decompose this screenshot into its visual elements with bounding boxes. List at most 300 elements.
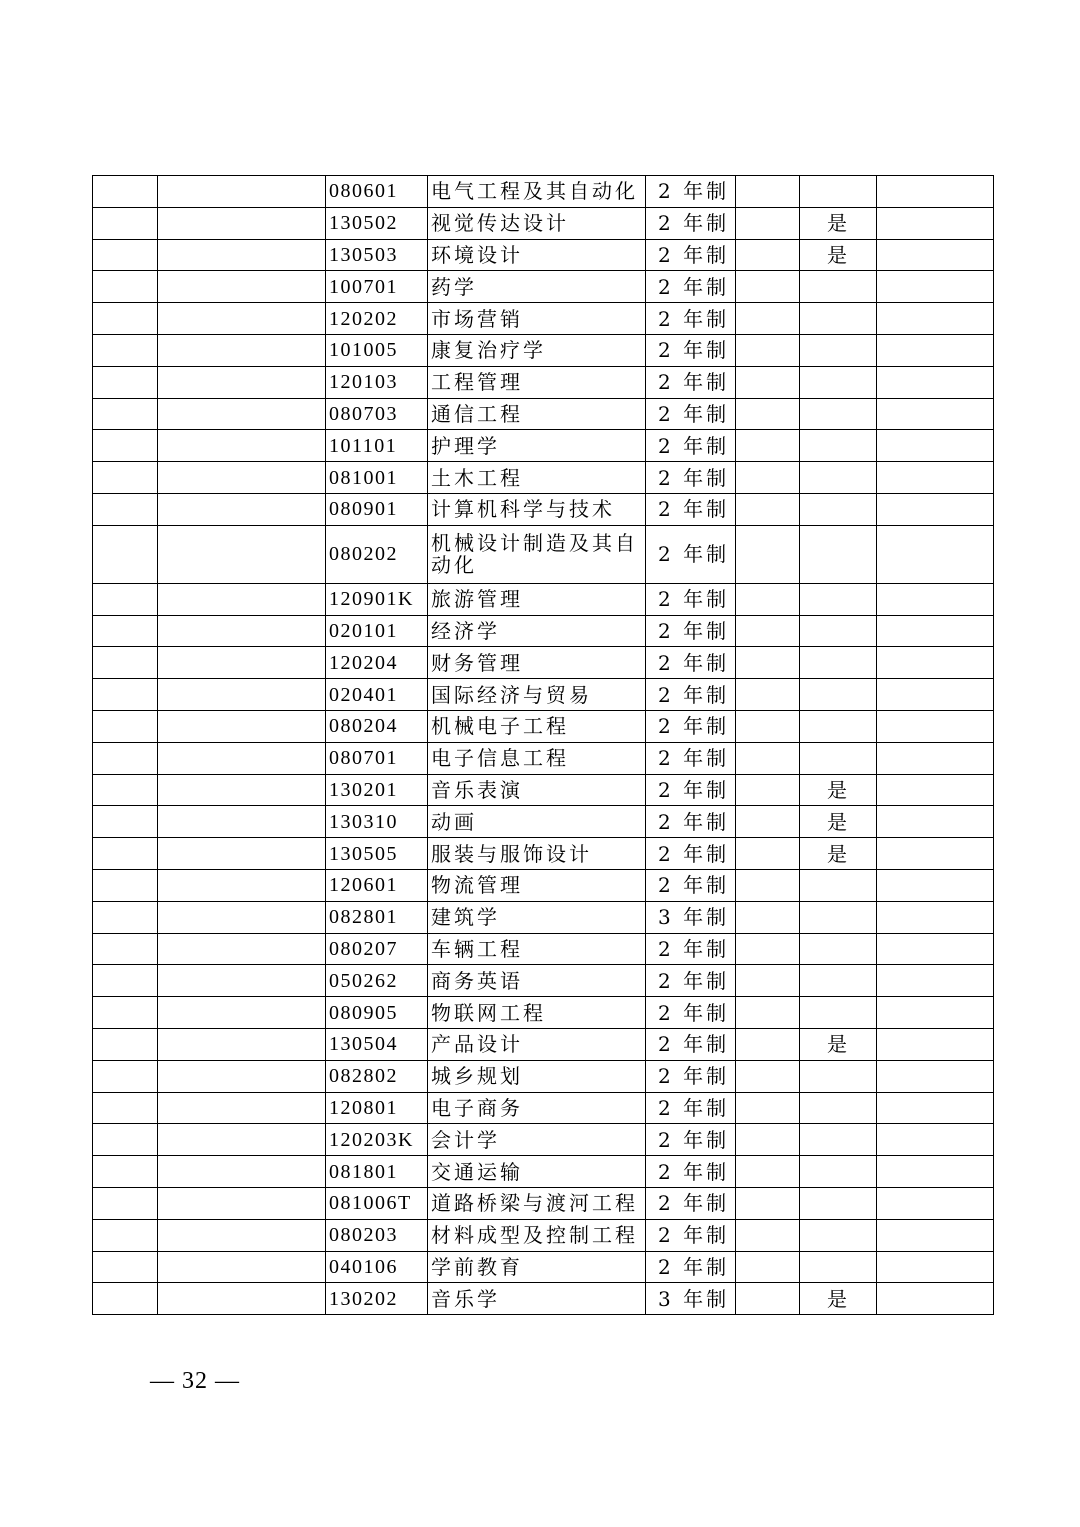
duration-cell: 2 年制 [646, 334, 736, 366]
table-row [93, 1219, 994, 1251]
empty-cell [877, 334, 994, 366]
empty-cell [93, 710, 158, 742]
major-code-cell: 081001 [326, 462, 428, 494]
empty-cell [736, 271, 800, 303]
empty-cell [877, 710, 994, 742]
duration-cell: 2 年制 [646, 207, 736, 239]
empty-cell [93, 742, 158, 774]
table-row [93, 1187, 994, 1219]
empty-cell [158, 1219, 326, 1251]
flag-cell [800, 710, 877, 742]
major-name-cell: 商务英语 [428, 965, 646, 997]
empty-cell [158, 493, 326, 525]
empty-cell [93, 1283, 158, 1315]
flag-cell: 是 [800, 806, 877, 838]
empty-cell [736, 462, 800, 494]
major-name-cell: 经济学 [428, 615, 646, 647]
major-code-cell: 080207 [326, 933, 428, 965]
empty-cell [736, 901, 800, 933]
major-code-cell: 120202 [326, 303, 428, 335]
duration-cell: 2 年制 [646, 806, 736, 838]
empty-cell [736, 1092, 800, 1124]
empty-cell [158, 271, 326, 303]
flag-cell [800, 1187, 877, 1219]
table-row [93, 838, 994, 870]
empty-cell [877, 1156, 994, 1188]
major-name-cell: 材料成型及控制工程 [428, 1219, 646, 1251]
empty-cell [158, 239, 326, 271]
empty-cell [736, 1187, 800, 1219]
major-name-cell: 服装与服饰设计 [428, 838, 646, 870]
empty-cell [877, 525, 994, 583]
empty-cell [158, 774, 326, 806]
empty-cell [736, 1124, 800, 1156]
empty-cell [93, 1156, 158, 1188]
major-name-cell: 道路桥梁与渡河工程 [428, 1187, 646, 1219]
flag-cell [800, 901, 877, 933]
empty-cell [158, 901, 326, 933]
major-name-cell: 财务管理 [428, 647, 646, 679]
empty-cell [158, 869, 326, 901]
table-row [93, 1156, 994, 1188]
table-row [93, 430, 994, 462]
empty-cell [736, 774, 800, 806]
empty-cell [736, 583, 800, 615]
table-row [93, 239, 994, 271]
major-code-cell: 120203K [326, 1124, 428, 1156]
empty-cell [93, 176, 158, 208]
major-code-cell: 080203 [326, 1219, 428, 1251]
empty-cell [158, 679, 326, 711]
table-row [93, 615, 994, 647]
major-code-cell: 120601 [326, 869, 428, 901]
table-row [93, 679, 994, 711]
duration-cell: 2 年制 [646, 1187, 736, 1219]
table-row [93, 1060, 994, 1092]
flag-cell [800, 933, 877, 965]
page-number: — 32 — [150, 1368, 240, 1394]
major-code-cell: 050262 [326, 965, 428, 997]
empty-cell [736, 1156, 800, 1188]
empty-cell [877, 806, 994, 838]
major-code-cell: 081801 [326, 1156, 428, 1188]
major-code-cell: 130504 [326, 1028, 428, 1060]
table-row [93, 1251, 994, 1283]
major-code-cell: 130502 [326, 207, 428, 239]
empty-cell [736, 493, 800, 525]
flag-cell [800, 869, 877, 901]
empty-cell [736, 647, 800, 679]
duration-cell: 2 年制 [646, 965, 736, 997]
duration-cell: 2 年制 [646, 303, 736, 335]
empty-cell [877, 207, 994, 239]
major-name-cell: 市场营销 [428, 303, 646, 335]
empty-cell [93, 398, 158, 430]
empty-cell [158, 303, 326, 335]
table-body [93, 176, 994, 1315]
empty-cell [93, 1251, 158, 1283]
empty-cell [736, 965, 800, 997]
major-name-cell: 环境设计 [428, 239, 646, 271]
flag-cell [800, 997, 877, 1029]
duration-cell: 2 年制 [646, 710, 736, 742]
flag-cell [800, 679, 877, 711]
empty-cell [93, 869, 158, 901]
empty-cell [158, 1283, 326, 1315]
empty-cell [877, 176, 994, 208]
empty-cell [93, 493, 158, 525]
major-code-cell: 120801 [326, 1092, 428, 1124]
flag-cell [800, 398, 877, 430]
duration-cell: 2 年制 [646, 647, 736, 679]
empty-cell [93, 239, 158, 271]
empty-cell [736, 742, 800, 774]
duration-cell: 2 年制 [646, 1060, 736, 1092]
major-name-cell: 会计学 [428, 1124, 646, 1156]
flag-cell [800, 965, 877, 997]
major-name-cell: 工程管理 [428, 366, 646, 398]
empty-cell [158, 933, 326, 965]
empty-cell [877, 1251, 994, 1283]
flag-cell: 是 [800, 1028, 877, 1060]
table-row [93, 1028, 994, 1060]
table-row [93, 869, 994, 901]
empty-cell [877, 647, 994, 679]
flag-cell: 是 [800, 838, 877, 870]
duration-cell: 2 年制 [646, 1028, 736, 1060]
empty-cell [736, 176, 800, 208]
table-row [93, 1124, 994, 1156]
major-code-cell: 130202 [326, 1283, 428, 1315]
empty-cell [877, 1060, 994, 1092]
empty-cell [877, 901, 994, 933]
empty-cell [736, 239, 800, 271]
major-name-cell: 机械电子工程 [428, 710, 646, 742]
empty-cell [736, 334, 800, 366]
empty-cell [877, 1028, 994, 1060]
empty-cell [93, 583, 158, 615]
empty-cell [736, 430, 800, 462]
duration-cell: 2 年制 [646, 366, 736, 398]
major-code-cell: 080204 [326, 710, 428, 742]
major-name-cell: 车辆工程 [428, 933, 646, 965]
major-name-cell: 音乐表演 [428, 774, 646, 806]
table-row [93, 1092, 994, 1124]
duration-cell: 2 年制 [646, 997, 736, 1029]
empty-cell [877, 462, 994, 494]
major-code-cell: 082802 [326, 1060, 428, 1092]
flag-cell [800, 493, 877, 525]
major-code-cell: 130505 [326, 838, 428, 870]
duration-cell: 2 年制 [646, 1092, 736, 1124]
empty-cell [93, 366, 158, 398]
empty-cell [158, 742, 326, 774]
duration-cell: 2 年制 [646, 1251, 736, 1283]
empty-cell [93, 901, 158, 933]
empty-cell [158, 997, 326, 1029]
table-row [93, 965, 994, 997]
empty-cell [736, 615, 800, 647]
duration-cell: 3 年制 [646, 901, 736, 933]
duration-cell: 2 年制 [646, 271, 736, 303]
flag-cell [800, 303, 877, 335]
duration-cell: 2 年制 [646, 430, 736, 462]
empty-cell [736, 1283, 800, 1315]
empty-cell [877, 679, 994, 711]
table-row [93, 493, 994, 525]
empty-cell [158, 647, 326, 679]
flag-cell [800, 271, 877, 303]
empty-cell [93, 965, 158, 997]
major-table [92, 175, 994, 1315]
empty-cell [877, 615, 994, 647]
flag-cell: 是 [800, 239, 877, 271]
duration-cell: 2 年制 [646, 1156, 736, 1188]
flag-cell [800, 525, 877, 583]
table-row [93, 366, 994, 398]
empty-cell [158, 615, 326, 647]
empty-cell [877, 398, 994, 430]
table-row [93, 806, 994, 838]
major-name-cell: 通信工程 [428, 398, 646, 430]
table-row [93, 742, 994, 774]
table-row [93, 207, 994, 239]
empty-cell [158, 1028, 326, 1060]
empty-cell [736, 869, 800, 901]
empty-cell [93, 933, 158, 965]
major-name-cell: 物联网工程 [428, 997, 646, 1029]
flag-cell [800, 583, 877, 615]
major-name-cell: 电气工程及其自动化 [428, 176, 646, 208]
duration-cell: 2 年制 [646, 525, 736, 583]
empty-cell [158, 207, 326, 239]
empty-cell [736, 1028, 800, 1060]
flag-cell [800, 462, 877, 494]
major-code-cell: 020401 [326, 679, 428, 711]
major-code-cell: 120204 [326, 647, 428, 679]
empty-cell [877, 774, 994, 806]
major-name-cell: 国际经济与贸易 [428, 679, 646, 711]
empty-cell [93, 1219, 158, 1251]
empty-cell [93, 207, 158, 239]
empty-cell [158, 462, 326, 494]
duration-cell: 2 年制 [646, 679, 736, 711]
flag-cell [800, 1092, 877, 1124]
major-code-cell: 080905 [326, 997, 428, 1029]
duration-cell: 2 年制 [646, 933, 736, 965]
empty-cell [877, 493, 994, 525]
empty-cell [736, 398, 800, 430]
empty-cell [158, 398, 326, 430]
empty-cell [877, 869, 994, 901]
major-name-cell: 视觉传达设计 [428, 207, 646, 239]
major-code-cell: 080202 [326, 525, 428, 583]
major-name-cell: 机械设计制造及其自动化 [428, 525, 646, 583]
table-row [93, 933, 994, 965]
empty-cell [93, 838, 158, 870]
empty-cell [736, 933, 800, 965]
table-row [93, 176, 994, 208]
major-name-cell: 建筑学 [428, 901, 646, 933]
major-name-cell: 交通运输 [428, 1156, 646, 1188]
major-code-cell: 101101 [326, 430, 428, 462]
duration-cell: 2 年制 [646, 398, 736, 430]
table-row [93, 647, 994, 679]
empty-cell [158, 583, 326, 615]
duration-cell: 2 年制 [646, 1219, 736, 1251]
empty-cell [736, 366, 800, 398]
major-name-cell: 康复治疗学 [428, 334, 646, 366]
empty-cell [736, 1251, 800, 1283]
duration-cell: 3 年制 [646, 1283, 736, 1315]
empty-cell [877, 838, 994, 870]
empty-cell [877, 366, 994, 398]
duration-cell: 2 年制 [646, 583, 736, 615]
table-row [93, 710, 994, 742]
flag-cell [800, 1124, 877, 1156]
empty-cell [877, 1283, 994, 1315]
major-name-cell: 音乐学 [428, 1283, 646, 1315]
table-row [93, 462, 994, 494]
empty-cell [736, 303, 800, 335]
table-row [93, 583, 994, 615]
major-name-cell: 电子商务 [428, 1092, 646, 1124]
major-code-cell: 080901 [326, 493, 428, 525]
major-code-cell: 130201 [326, 774, 428, 806]
major-name-cell: 城乡规划 [428, 1060, 646, 1092]
major-code-cell: 080601 [326, 176, 428, 208]
empty-cell [93, 334, 158, 366]
flag-cell: 是 [800, 207, 877, 239]
major-code-cell: 120103 [326, 366, 428, 398]
major-code-cell: 080701 [326, 742, 428, 774]
major-name-cell: 药学 [428, 271, 646, 303]
empty-cell [877, 1124, 994, 1156]
empty-cell [877, 997, 994, 1029]
duration-cell: 2 年制 [646, 462, 736, 494]
empty-cell [736, 525, 800, 583]
empty-cell [93, 303, 158, 335]
empty-cell [158, 366, 326, 398]
major-code-cell: 020101 [326, 615, 428, 647]
empty-cell [158, 965, 326, 997]
major-code-cell: 130310 [326, 806, 428, 838]
empty-cell [93, 615, 158, 647]
empty-cell [158, 806, 326, 838]
flag-cell [800, 1060, 877, 1092]
empty-cell [158, 1092, 326, 1124]
flag-cell [800, 176, 877, 208]
flag-cell [800, 334, 877, 366]
major-code-cell: 082801 [326, 901, 428, 933]
major-code-cell: 081006T [326, 1187, 428, 1219]
empty-cell [158, 1060, 326, 1092]
empty-cell [736, 838, 800, 870]
major-name-cell: 物流管理 [428, 869, 646, 901]
empty-cell [158, 1251, 326, 1283]
empty-cell [736, 710, 800, 742]
empty-cell [158, 838, 326, 870]
empty-cell [736, 806, 800, 838]
major-name-cell: 土木工程 [428, 462, 646, 494]
empty-cell [877, 1187, 994, 1219]
empty-cell [877, 430, 994, 462]
table-row [93, 997, 994, 1029]
empty-cell [93, 647, 158, 679]
empty-cell [93, 1092, 158, 1124]
empty-cell [93, 679, 158, 711]
major-name-cell: 学前教育 [428, 1251, 646, 1283]
empty-cell [93, 774, 158, 806]
empty-cell [158, 1187, 326, 1219]
empty-cell [93, 462, 158, 494]
empty-cell [93, 1124, 158, 1156]
empty-cell [93, 525, 158, 583]
flag-cell: 是 [800, 774, 877, 806]
empty-cell [877, 303, 994, 335]
empty-cell [877, 239, 994, 271]
duration-cell: 2 年制 [646, 869, 736, 901]
empty-cell [158, 334, 326, 366]
empty-cell [93, 1028, 158, 1060]
duration-cell: 2 年制 [646, 176, 736, 208]
flag-cell [800, 647, 877, 679]
flag-cell [800, 1219, 877, 1251]
major-code-cell: 040106 [326, 1251, 428, 1283]
empty-cell [158, 430, 326, 462]
major-code-cell: 120901K [326, 583, 428, 615]
table-row [93, 303, 994, 335]
duration-cell: 2 年制 [646, 493, 736, 525]
empty-cell [877, 1092, 994, 1124]
table-row [93, 901, 994, 933]
duration-cell: 2 年制 [646, 838, 736, 870]
empty-cell [877, 1219, 994, 1251]
flag-cell [800, 430, 877, 462]
empty-cell [158, 710, 326, 742]
duration-cell: 2 年制 [646, 774, 736, 806]
flag-cell [800, 1156, 877, 1188]
empty-cell [93, 271, 158, 303]
empty-cell [93, 997, 158, 1029]
major-name-cell: 旅游管理 [428, 583, 646, 615]
empty-cell [158, 176, 326, 208]
empty-cell [877, 933, 994, 965]
empty-cell [736, 1060, 800, 1092]
flag-cell [800, 366, 877, 398]
empty-cell [736, 207, 800, 239]
table-row [93, 398, 994, 430]
major-code-cell: 080703 [326, 398, 428, 430]
duration-cell: 2 年制 [646, 615, 736, 647]
table-row [93, 271, 994, 303]
table-row [93, 525, 994, 583]
flag-cell: 是 [800, 1283, 877, 1315]
empty-cell [877, 965, 994, 997]
table-row [93, 1283, 994, 1315]
empty-cell [93, 1060, 158, 1092]
major-name-cell: 产品设计 [428, 1028, 646, 1060]
table-row [93, 774, 994, 806]
empty-cell [93, 430, 158, 462]
duration-cell: 2 年制 [646, 239, 736, 271]
empty-cell [877, 583, 994, 615]
flag-cell [800, 615, 877, 647]
major-name-cell: 动画 [428, 806, 646, 838]
empty-cell [736, 1219, 800, 1251]
flag-cell [800, 1251, 877, 1283]
flag-cell [800, 742, 877, 774]
